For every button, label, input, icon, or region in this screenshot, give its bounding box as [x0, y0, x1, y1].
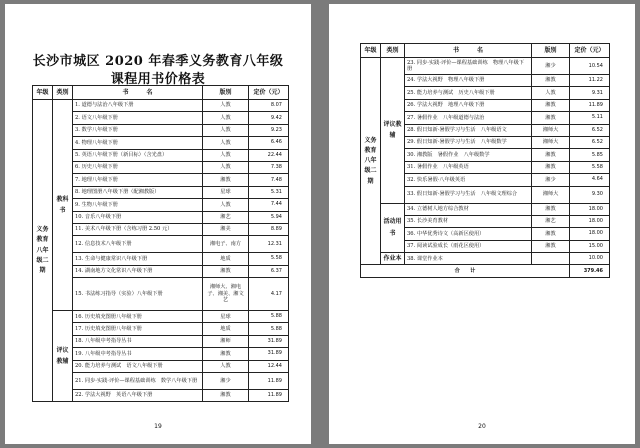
book-title — [73, 335, 203, 347]
book-title — [73, 390, 203, 402]
item-number: 27. — [407, 114, 416, 121]
item-title: 同步·实践·评价—课程基础训练 物理八年级下册 — [407, 59, 524, 72]
right-page — [329, 4, 635, 444]
header-price: 定价（元） — [249, 86, 289, 100]
price: 9.42 — [249, 112, 289, 124]
publisher: 湘师 — [203, 335, 249, 347]
book-title — [405, 253, 532, 265]
grade-label: 义务教育八年级二期 — [361, 58, 381, 265]
book-title — [405, 87, 532, 99]
item-title: 学法大视野 地理八年级下册 — [416, 102, 485, 109]
item-number: 30. — [407, 151, 416, 158]
price: 10.00 — [570, 253, 610, 265]
publisher: 人教 — [203, 137, 249, 149]
publisher: 湘教 — [532, 203, 570, 215]
category-evaluation: 评议教辅 — [381, 58, 405, 204]
item-title: 长沙美育教材 — [416, 218, 449, 225]
item-title: 地理图册八年级下册（配湘教版） — [81, 189, 160, 196]
table-row — [33, 311, 289, 323]
item-number: 37. — [407, 243, 416, 250]
book-title — [405, 174, 532, 186]
publisher: 湘电子、南方 — [203, 236, 249, 253]
price: 11.89 — [570, 99, 610, 111]
publisher: 人教 — [203, 149, 249, 161]
book-title — [405, 203, 532, 215]
item-title: 能力培养与测试 历史八年级下册 — [416, 89, 495, 96]
book-title — [405, 215, 532, 227]
publisher: 湘师大、湘电子、湘美、湘文艺 — [203, 278, 249, 311]
publisher: 湘教 — [532, 149, 570, 161]
publisher: 湘教 — [203, 348, 249, 360]
item-number: 7. — [75, 176, 80, 183]
item-title: 音乐八年级下册 — [84, 213, 122, 220]
book-title — [73, 161, 203, 173]
book-title — [405, 99, 532, 111]
item-number: 20. — [75, 363, 84, 370]
price: 8.89 — [249, 223, 289, 235]
price: 7.38 — [249, 161, 289, 173]
publisher: 人教 — [203, 100, 249, 112]
item-number: 14. — [75, 268, 84, 275]
left-page — [5, 4, 311, 444]
item-number: 9. — [75, 201, 80, 208]
category-textbook: 教科书 — [53, 100, 73, 311]
price: 9.23 — [249, 124, 289, 136]
header-grade: 年级 — [361, 44, 381, 58]
item-number: 15. — [75, 290, 84, 297]
item-number: 34. — [407, 205, 416, 212]
publisher: 星球 — [203, 311, 249, 323]
item-number: 1. — [75, 102, 80, 109]
item-number: 36. — [407, 230, 416, 237]
item-title: 学法大视野 物理八年级下册 — [416, 77, 485, 84]
page-number: 20 — [478, 423, 486, 430]
publisher: 湘教 — [532, 99, 570, 111]
header-category: 类别 — [53, 86, 73, 100]
price-table-right — [360, 43, 610, 278]
item-number: 35. — [407, 218, 416, 225]
item-number: 23. — [407, 59, 416, 66]
item-title: 湘教版 暑假作业 八年级数学 — [416, 151, 490, 158]
book-title — [405, 75, 532, 87]
table-row — [361, 58, 610, 75]
item-number: 11. — [75, 226, 84, 233]
item-title: 假日知新·暑假学习与生活 八年级语文 — [416, 127, 507, 133]
price: 6.37 — [249, 265, 289, 277]
item-title: 英语八年级下册（新目标）（含光盘） — [81, 152, 168, 158]
item-number: 28. — [407, 127, 416, 133]
publisher: 湘教 — [532, 161, 570, 173]
book-title — [73, 265, 203, 277]
grade-label: 义务教育八年级二期 — [33, 100, 53, 402]
header-level: 版别 — [203, 86, 249, 100]
publisher: 湘少 — [532, 58, 570, 75]
publisher: 湘教 — [532, 112, 570, 124]
publisher: 湘艺 — [532, 215, 570, 227]
price: 15.00 — [570, 240, 610, 252]
publisher: 湘师大 — [532, 186, 570, 203]
item-number: 16. — [75, 313, 84, 320]
book-title — [73, 199, 203, 211]
book-title — [73, 112, 203, 124]
publisher: 人教 — [203, 161, 249, 173]
item-title: 美术八年级下册（含练习册 2.50 元） — [84, 226, 173, 233]
book-title — [405, 58, 532, 75]
price: 6.52 — [570, 124, 610, 136]
item-title: 湖南地方文化常识八年级下册 — [84, 268, 153, 275]
publisher: 湘美 — [203, 223, 249, 235]
publisher: 湘少 — [203, 373, 249, 390]
item-title: 物理八年级下册 — [81, 139, 118, 146]
book-title — [73, 236, 203, 253]
item-number: 26. — [407, 102, 416, 109]
price: 6.46 — [249, 137, 289, 149]
price: 11.89 — [249, 390, 289, 402]
item-number: 32. — [407, 176, 416, 183]
total-row — [361, 265, 610, 277]
book-title — [73, 253, 203, 265]
publisher: 湘教 — [532, 75, 570, 87]
item-number: 5. — [75, 152, 80, 158]
item-number: 24. — [407, 77, 416, 84]
item-title: 历史八年级下册 — [81, 164, 118, 171]
publisher: 人教 — [203, 124, 249, 136]
category-evaluation: 评议教辅 — [53, 311, 73, 402]
price: 5.94 — [249, 211, 289, 223]
table-header-row — [33, 86, 289, 100]
header-level: 版别 — [532, 44, 570, 58]
table-row — [361, 253, 610, 265]
item-title: 课堂作业本 — [416, 255, 443, 262]
item-title: 地理八年级下册 — [81, 176, 118, 183]
page-number: 19 — [154, 423, 162, 430]
table-row — [361, 203, 610, 215]
item-number: 38. — [407, 255, 416, 262]
price: 5.31 — [249, 186, 289, 198]
publisher: 湘少 — [532, 174, 570, 186]
document-title-line2: 课程用书价格表 — [110, 72, 206, 87]
item-title: 能力培养与测试 语文八年级下册 — [84, 363, 163, 370]
publisher: 地质 — [203, 323, 249, 335]
book-title — [73, 137, 203, 149]
book-title — [405, 124, 532, 136]
item-title: 历史填充图册八年级下册 — [84, 325, 142, 332]
price: 18.00 — [570, 215, 610, 227]
item-title: 暑假作业 八年级道德与法治 — [416, 114, 485, 121]
item-number: 29. — [407, 139, 416, 146]
price-table-left — [32, 85, 289, 402]
item-title: 道德与法治八年级下册 — [81, 102, 134, 109]
item-number: 12. — [75, 241, 84, 248]
book-title — [73, 100, 203, 112]
item-number: 25. — [407, 89, 416, 96]
price: 10.54 — [570, 58, 610, 75]
publisher: 湘教 — [203, 174, 249, 186]
price: 6.52 — [570, 136, 610, 148]
price: 31.89 — [249, 348, 289, 360]
publisher: 人教 — [203, 112, 249, 124]
item-title: 生命与健康常识八年级下册 — [84, 255, 148, 262]
book-title — [73, 186, 203, 198]
item-number: 17. — [75, 325, 84, 332]
table-header-row — [361, 44, 610, 58]
book-title — [73, 149, 203, 161]
item-number: 18. — [75, 338, 84, 345]
price: 18.00 — [570, 203, 610, 215]
item-title: 书法练习指导（实验）八年级下册 — [84, 290, 163, 297]
header-price: 定价（元） — [570, 44, 610, 58]
price: 5.88 — [249, 323, 289, 335]
publisher: 人教 — [532, 87, 570, 99]
table-row — [33, 100, 289, 112]
price: 11.89 — [249, 373, 289, 390]
item-title: 假日知新·暑假学习与生活 八年级数学 — [416, 139, 507, 146]
publisher: 湘教 — [532, 240, 570, 252]
price: 5.85 — [570, 149, 610, 161]
price: 12.44 — [249, 360, 289, 372]
price: 9.30 — [570, 186, 610, 203]
item-title: 暑假作业 八年级英语 — [416, 164, 469, 171]
item-number: 2. — [75, 114, 80, 121]
book-title — [73, 278, 203, 311]
price: 12.31 — [249, 236, 289, 253]
price: 18.00 — [570, 228, 610, 240]
item-title: 中华优秀诗文（高新区使用） — [416, 230, 485, 237]
book-title — [73, 174, 203, 186]
publisher: 地质 — [203, 253, 249, 265]
book-title — [405, 149, 532, 161]
item-number: 3. — [75, 127, 80, 134]
item-title: 数学八年级下册 — [81, 127, 118, 134]
price: 4.64 — [570, 174, 610, 186]
price: 5.58 — [249, 253, 289, 265]
header-category: 类别 — [381, 44, 405, 58]
publisher: 湘师大 — [532, 124, 570, 136]
item-number: 31. — [407, 164, 416, 171]
publisher: 湘教 — [203, 390, 249, 402]
book-title — [73, 223, 203, 235]
item-title: 立德树人地方综合教材 — [416, 205, 469, 212]
item-number: 21. — [75, 377, 84, 384]
item-number: 8. — [75, 189, 80, 196]
book-title — [73, 311, 203, 323]
price: 31.89 — [249, 335, 289, 347]
book-title — [73, 373, 203, 390]
item-number: 19. — [75, 350, 84, 357]
publisher: 湘艺 — [203, 211, 249, 223]
category-activity: 活动用书 — [381, 203, 405, 253]
publisher — [532, 253, 570, 265]
book-title — [405, 136, 532, 148]
item-title: 假日知新·暑假学习与生活 八年级文理综合 — [416, 191, 518, 198]
publisher: 湘师大 — [532, 136, 570, 148]
book-title — [73, 360, 203, 372]
item-title: 信息技术八年级下册 — [84, 241, 132, 248]
item-title: 阅读试验成长（雨花区使用） — [416, 243, 485, 250]
item-number: 4. — [75, 139, 80, 146]
book-title — [73, 348, 203, 360]
item-number: 13. — [75, 255, 84, 262]
item-title: 生物八年级下册 — [81, 201, 118, 208]
item-title: 八年级中考指导丛书 — [84, 338, 132, 345]
price: 5.11 — [570, 112, 610, 124]
header-book: 书 名 — [405, 44, 532, 58]
publisher: 人教 — [203, 360, 249, 372]
item-title: 语文八年级下册 — [81, 114, 118, 121]
price: 7.44 — [249, 199, 289, 211]
price: 5.88 — [249, 311, 289, 323]
item-title: 学法大视野 英语八年级下册 — [84, 392, 153, 399]
publisher: 星球 — [203, 186, 249, 198]
price: 9.31 — [570, 87, 610, 99]
price: 7.48 — [249, 174, 289, 186]
publisher: 湘教 — [532, 228, 570, 240]
book-title — [405, 228, 532, 240]
item-number: 22. — [75, 392, 84, 399]
header-grade: 年级 — [33, 86, 53, 100]
item-number: 33. — [407, 191, 416, 198]
document-title-line1: 长沙市城区 2020 年春季义务教育八年级 — [32, 54, 284, 69]
book-title — [405, 112, 532, 124]
category-homework: 作业本 — [381, 253, 405, 265]
price: 4.17 — [249, 278, 289, 311]
item-title: 快乐暑假·八年级英语 — [416, 176, 466, 183]
item-number: 10. — [75, 213, 84, 220]
item-title: 八年级中考指导丛书 — [84, 350, 132, 357]
book-title — [73, 323, 203, 335]
total-value: 379.46 — [570, 265, 610, 277]
item-title: 同步·实践·评价—课程基础训练 数学八年级下册 — [84, 377, 198, 384]
publisher: 湘教 — [203, 265, 249, 277]
book-title — [405, 186, 532, 203]
item-number: 6. — [75, 164, 80, 171]
publisher: 人教 — [203, 199, 249, 211]
header-book: 书 名 — [73, 86, 203, 100]
book-title — [73, 124, 203, 136]
book-title — [405, 161, 532, 173]
book-title — [73, 211, 203, 223]
item-title: 历史填充图册八年级下册 — [84, 313, 142, 320]
total-label: 合 计 — [361, 265, 570, 277]
price: 5.58 — [570, 161, 610, 173]
price: 22.44 — [249, 149, 289, 161]
price: 11.22 — [570, 75, 610, 87]
price: 8.07 — [249, 100, 289, 112]
book-title — [405, 240, 532, 252]
